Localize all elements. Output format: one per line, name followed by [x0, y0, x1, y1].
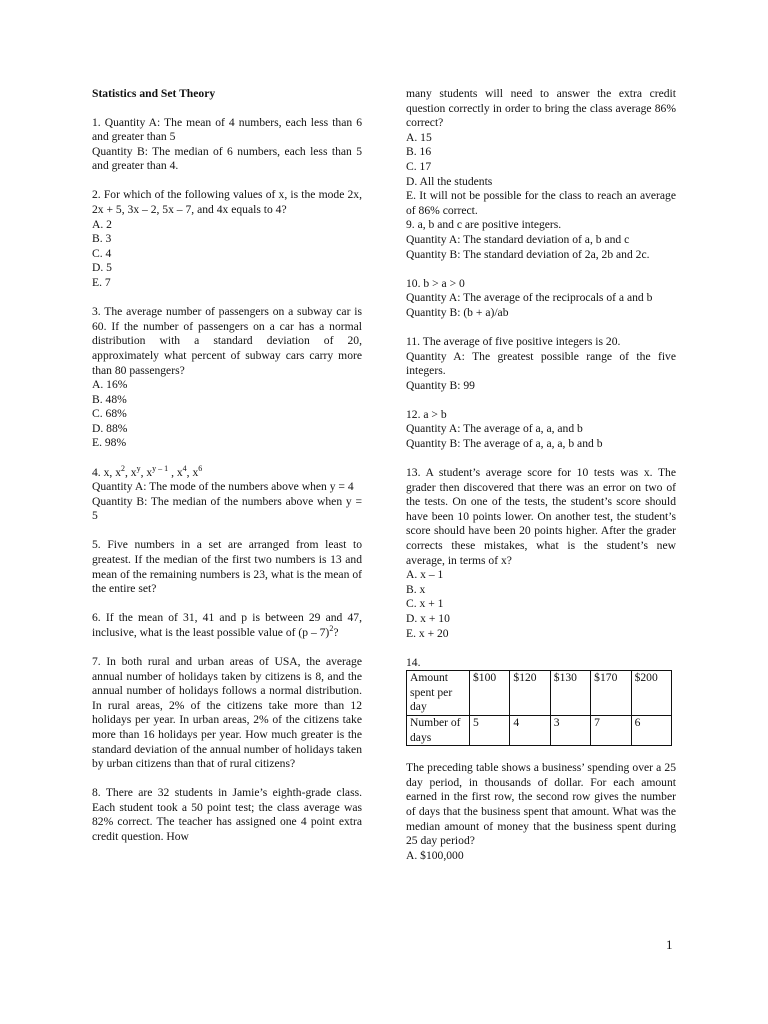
question-3-option: C. 68%: [92, 407, 127, 421]
q4-term: , x: [168, 465, 183, 479]
question-3-option: B. 48%: [92, 392, 127, 406]
question-9-stem: 9. a, b and c are positive integers.: [406, 218, 562, 232]
question-14-stem: The preceding table shows a business’ spending over a 25 day period, in thousands of dollar. For each amount earned in the first row, the second row gives the number of days that the business spent that amount. What was the median amount of money that the business spent during 25 day period?: [406, 761, 676, 848]
table-header-cell: Number of days: [407, 716, 470, 746]
page-title: Statistics and Set Theory: [92, 87, 216, 100]
question-2: [92, 188, 362, 290]
question-11: [406, 335, 676, 393]
question-12: [406, 408, 676, 452]
question-11-quantity-a: Quantity A: The greatest possible range of the five integers.: [406, 349, 676, 378]
question-8-continued: [406, 87, 676, 262]
question-13-option: E. x + 20: [406, 626, 449, 640]
question-8-option: E. It will not be possible for the class to reach an average of 86% correct.: [406, 189, 676, 217]
question-3-option: E. 98%: [92, 436, 127, 450]
table-cell: 7: [591, 716, 631, 746]
right-column: [406, 87, 676, 863]
question-14-option: A. $100,000: [406, 848, 464, 862]
question-8-option: B. 16: [406, 145, 432, 159]
q4-exponent: 4: [182, 463, 187, 473]
q4-term: , x: [186, 465, 199, 479]
question-5-stem: 5. Five numbers in a set are arranged from least to greatest. If the median of the first two numbers is 13 and mean of the remaining numbers is 23, what is the mean of the entire set?: [92, 538, 362, 596]
question-12-quantity-b: Quantity B: The average of a, a, a, b and b: [406, 436, 603, 450]
question-12-stem: 12. a > b: [406, 407, 447, 421]
question-8-continuation: many students will need to answer the extra credit question correctly in order to bring the class average 86% correct?: [406, 87, 676, 130]
question-10-quantity-b: Quantity B: (b + a)/ab: [406, 305, 509, 319]
question-8: [92, 786, 362, 844]
question-13-option: B. x: [406, 582, 426, 596]
question-8-option: D. All the students: [406, 174, 493, 188]
question-14: [406, 656, 676, 864]
table-row: [407, 716, 672, 746]
question-1-quantity-a: 1. Quantity A: The mean of 4 numbers, each less than 6 and greater than 5: [92, 115, 362, 144]
question-4-quantity-a: Quantity A: The mode of the numbers above when y = 4: [92, 480, 354, 494]
question-10: [406, 277, 676, 321]
question-3: [92, 305, 362, 451]
question-2-option: C. 4: [92, 246, 112, 260]
q6-exponent: 2: [329, 623, 334, 633]
table-cell: $200: [631, 671, 671, 716]
q4-exponent: y – 1: [152, 463, 169, 473]
question-8-option: C. 17: [406, 159, 432, 173]
question-13-option: D. x + 10: [406, 612, 450, 625]
question-3-stem: 3. The average number of passengers on a subway car is 60. If the number of passengers on a car has a normal distribution with a standard deviation of 20, approximately what percent of subway cars carry more than 80 passengers?: [92, 305, 362, 377]
q4-term: , x: [124, 465, 137, 479]
question-2-stem: 2. For which of the following values of x, is the mode 2x, 2x + 5, 3x – 2, 5x – 7, and 4x equals to 4?: [92, 188, 362, 217]
question-12-quantity-a: Quantity A: The average of a, a, and b: [406, 422, 583, 436]
table-cell: 5: [470, 716, 510, 746]
question-7: [92, 655, 362, 772]
table-cell: 4: [510, 716, 550, 746]
q4-exponent: y: [136, 463, 141, 473]
q4-term: , x: [140, 465, 153, 479]
q4-exponent: 6: [198, 463, 203, 473]
question-9-quantity-a: Quantity A: The standard deviation of a, b and c: [406, 232, 630, 246]
q6-end: ?: [333, 625, 339, 639]
question-2-option: A. 2: [92, 217, 112, 231]
q6-text: 6. If the mean of 31, 41 and p is between 29 and 47, inclusive, what is the least possible value of (p – 7): [92, 611, 362, 639]
table-cell: 6: [631, 716, 671, 746]
question-14-number: 14.: [406, 655, 421, 669]
q4-exponent: 2: [120, 463, 125, 473]
table-header-cell: Amount spent per day: [407, 671, 470, 716]
question-13-option: A. x – 1: [406, 568, 444, 582]
table-cell: $100: [470, 671, 510, 716]
question-2-option: B. 3: [92, 232, 112, 246]
question-1: [92, 116, 362, 174]
question-6-stem: [92, 611, 362, 640]
question-1-quantity-b: Quantity B: The median of 6 numbers, each less than 5 and greater than 4.: [92, 144, 362, 173]
question-13-stem: 13. A student’s average score for 10 tests was x. The grader then discovered that there was an error on two of the tests. On one of the tests, the student’s score should have been 10 points lower. On another test, the student’s score should have been 20 points higher. After the grader corrects these mistakes, what is the student’s new average, in terms of x?: [406, 466, 676, 567]
spending-table: [406, 670, 672, 746]
question-5: [92, 538, 362, 596]
question-3-option: D. 88%: [92, 421, 128, 435]
question-11-stem: 11. The average of five positive integers is 20.: [406, 334, 621, 348]
table-row: [407, 671, 672, 716]
question-4-expression: [92, 463, 362, 481]
question-4: [92, 463, 362, 524]
question-9-quantity-b: Quantity B: The standard deviation of 2a, 2b and 2c.: [406, 247, 650, 261]
table-cell: $130: [550, 671, 590, 716]
table-cell: $170: [591, 671, 631, 716]
question-2-option: D. 5: [92, 261, 112, 275]
question-8-stem: 8. There are 32 students in Jamie’s eighth-grade class. Each student took a 50 point test; the class average was 82% correct. The teacher has assigned one 4 point extra credit question. How: [92, 786, 362, 844]
question-4-quantity-b: Quantity B: The median of the numbers above when y = 5: [92, 494, 362, 523]
question-3-option: A. 16%: [92, 378, 128, 392]
page-number: 1: [666, 937, 673, 952]
q4-term: 4. x, x: [92, 465, 121, 479]
left-column: [92, 87, 362, 845]
question-8-option: A. 15: [406, 130, 432, 144]
question-13-option: C. x + 1: [406, 597, 444, 611]
question-2-option: E. 7: [92, 276, 111, 290]
question-7-stem: 7. In both rural and urban areas of USA, the average annual number of holidays taken by citizens is 8, and the annual number of holidays follows a normal distribution. In rural areas, 2% of the citizens take more than 12 holidays per year. In urban areas, 2% of the citizens take more than 16 holidays per year. How much greater is the standard deviation of the annual number of holidays taken by urban citizens than that of rural citizens?: [92, 655, 362, 771]
question-6: [92, 611, 362, 640]
question-11-quantity-b: Quantity B: 99: [406, 378, 475, 392]
question-10-stem: 10. b > a > 0: [406, 276, 465, 290]
table-cell: 3: [550, 716, 590, 746]
question-10-quantity-a: Quantity A: The average of the reciprocals of a and b: [406, 291, 653, 305]
table-cell: $120: [510, 671, 550, 716]
question-13: [406, 466, 676, 641]
